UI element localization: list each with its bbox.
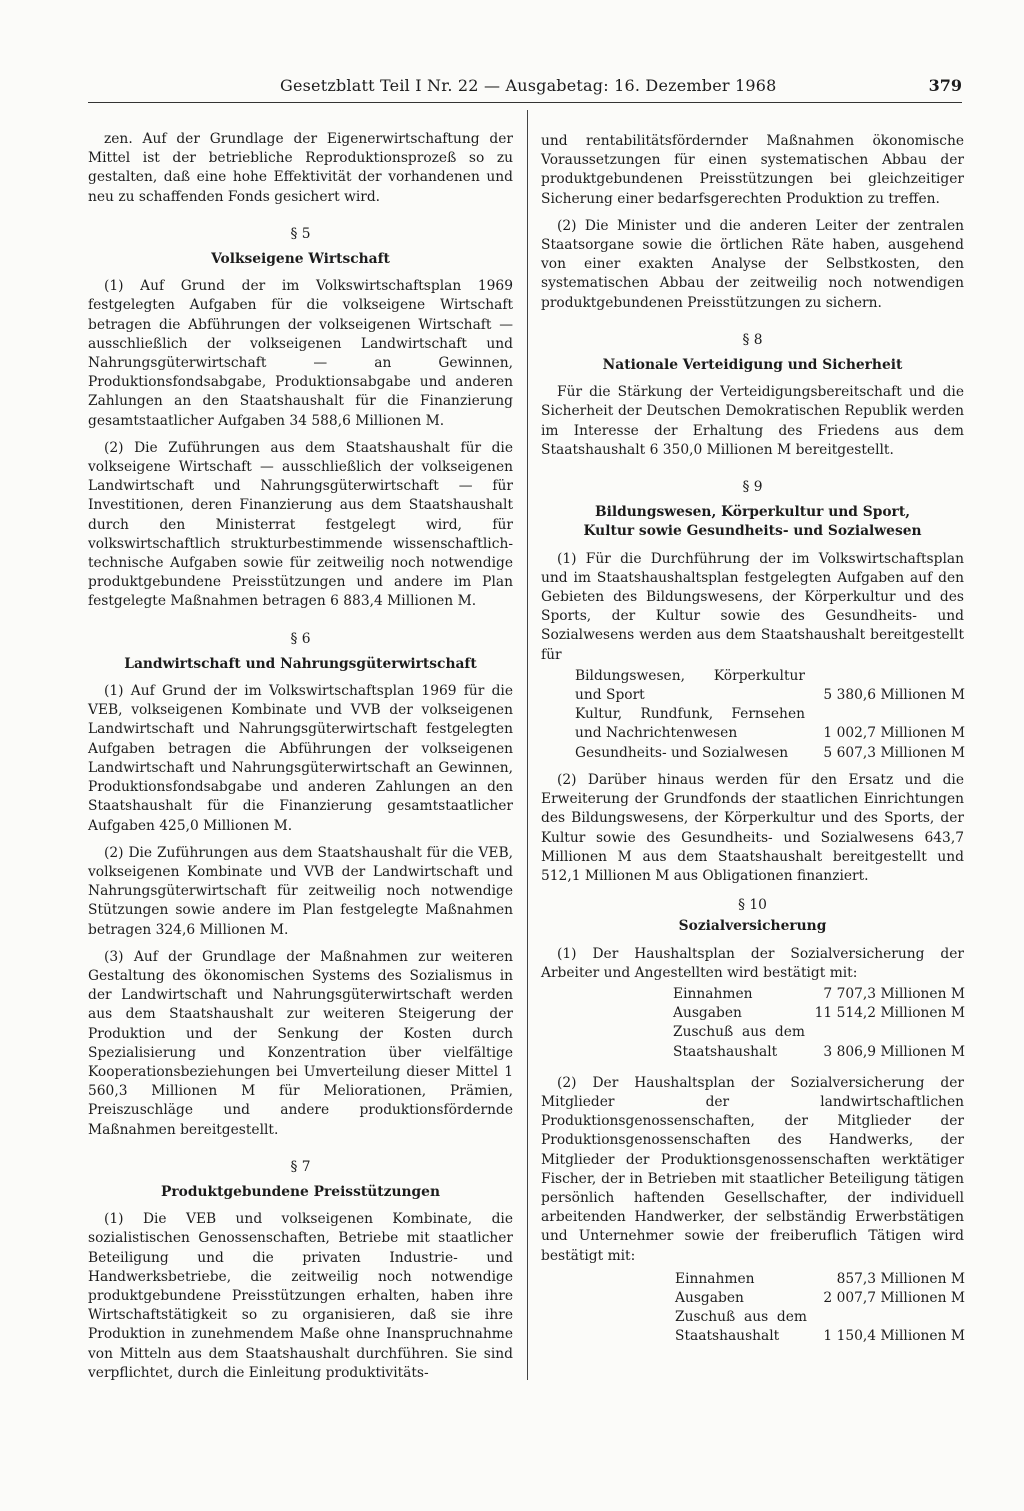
table-row [575,705,965,743]
table-label: Gesundheits- und Sozialwesen [575,744,789,761]
section-6-number: § 6 [290,630,311,647]
section-7-number: § 7 [290,1158,311,1175]
section-9-title-line-1: Bildungswesen, Körperkultur und Sport, [594,504,911,521]
section-7-title: Produktgebundene Preisstützungen [161,1183,440,1200]
intro-paragraph: zen. Auf der Grundlage der Eigenerwirtschaftung der Mittel ist der betriebliche Reproduktionsprozeß so zu gestalten, daß eine hohe Effektivität der vorhandenen und neu zu schaffenden Fonds gesichert wird. [88,131,513,205]
section-6-paragraph-3: (3) Auf der Grundlage der Maßnahmen zur weiteren Gestaltung des ökonomischen Systems des Sozialismus in der Landwirtschaft und Nahrungsgüterwirtschaft werden aus dem Staatshaushalt zur weiteren Steigerung der Produktion und der Senkung der Kosten durch Spezialisierung und Konzentration über vielfältige Kooperationsbeziehungen bei Umverteilung dieser Mittel 1 560,3 Millionen M für Meliorationen, Prämien, Preiszuschläge und andere produktionsfördernde Maßnahmen bereitgestellt. [88,948,513,1138]
section-8-number: § 8 [742,331,763,348]
table-label: Ausgaben [673,1005,742,1022]
table-row [673,1023,965,1061]
table-value: 7 707,3 Millionen M [823,985,965,1002]
section-10-number: § 10 [738,897,767,914]
table-row [575,744,965,763]
section-9-number: § 9 [742,479,763,496]
section-10-title: Sozialversicherung [678,918,827,935]
section-10-paragraph-2: (2) Der Haushaltsplan der Sozialversicherung der Mitglieder der landwirtschaftlichen Produktionsgenossenschaften, der Mitglieder der Produktionsgenossenschaften des Handwerks, der Mitglieder der Produktionsgenossenschaften werktätiger Fischer, der in Betrieben mit staatlicher Beteiligung tätigen persönlich haftenden Gesellschafter, der individuell arbeitenden Handwerker, der selbständig Erwerbstätigen und Unternehmer sowie der freiberuflich Tätigen wird bestätigt mit: [541,1074,964,1264]
table-value: 2 007,7 Millionen M [823,1289,965,1306]
section-10-paragraph-1: (1) Der Haushaltsplan der Sozialversicherung der Arbeiter und Angestellten wird bestätigt mit: [541,945,964,981]
section-6-paragraph-1: (1) Auf Grund der im Volkswirtschaftsplan 1969 für die VEB, volkseigenen Kombinate und VVB der volkseigenen Landwirtschaft und Nahrungsgüterwirtschaft festgelegten Aufgaben betragen die Abführungen der volkseigenen Landwirtschaft und Nahrungsgüterwirtschaft an Gewinnen, Produktionsfondsabgabe und anderen Zahlungen an den Staatshaushalt für die Finanzierung gesamtstaatlicher Aufgaben 425,0 Millionen M. [88,683,513,834]
section-7-continuation: und rentabilitätsfördernder Maßnahmen ökonomische Voraussetzungen für einen systematischen Abbau der produktgebundenen Preisstützungen bei gleichzeitiger Sicherung einer bedarfsgerechten Produktion zu treffen. [541,133,964,207]
page-header [88,72,962,103]
column-divider [527,110,528,1380]
table-value: 3 806,9 Millionen M [823,1043,965,1060]
section-5-number: § 5 [290,225,311,242]
section-9-paragraph-1: (1) Für die Durchführung der im Volkswirtschaftsplan und im Staatshaushaltsplan festgelegten Aufgaben auf den Gebieten des Bildungswesens, der Körperkultur und des Sports, der Kultur sowie des Gesundheits- und Sozialwesens werden aus dem Staatshaushalt bereitgestellt für [541,550,964,663]
table-row [673,1004,965,1023]
section-7-paragraph-1: (1) Die VEB und volkseigenen Kombinate, die sozialistischen Genossenschaften, Betriebe mit staatlicher Beteiligung und die privaten Industrie- und Handwerksbetriebe, die zeitweilig noch notwendige produktgebundene Preisstützungen erhalten, haben ihre Wirtschaftstätigkeit so zu organisieren, daß sie ihre Produktion in zunehmendem Maße ohne Inanspruchnahme von Mitteln aus dem Staatshaushalt durchführen. Sie sind verpflichtet, durch die Einleitung produktivitäts- [88,1211,513,1381]
section-6-paragraph-2: (2) Die Zuführungen aus dem Staatshaushalt für die VEB, volkseigenen Kombinate und VVB der Landwirtschaft und Nahrungsgüterwirtschaft für zeitweilig noch notwendige Stützungen sowie andere im Plan festgelegte Maßnahmen betragen 324,6 Millionen M. [88,844,513,938]
section-9-title-line-2: Kultur sowie Gesundheits- und Sozialwesen [583,523,922,540]
table-label: Bildungswesen, Körperkultur und Sport [575,667,805,704]
section-6-title: Landwirtschaft und Nahrungsgüterwirtschaft [124,655,477,672]
section-7-paragraph-2: (2) Die Minister und die anderen Leiter der zentralen Staatsorgane sowie die örtlichen Räte haben, ausgehend von einer exakten Analyse der Selbstkosten, den systematischen Abbau der zeitweilig noch notwendigen produktgebundenen Preisstützungen zu sichern. [541,217,964,311]
table-label: Zuschuß aus dem Staatshaushalt [675,1309,807,1345]
table-row [675,1270,965,1289]
section-8-paragraph-1: Für die Stärkung der Verteidigungsbereitschaft und die Sicherheit der Deutschen Demokratischen Republik werden im Interesse der Erhaltung des Friedens aus dem Staatshaushalt 6 350,0 Millionen M bereitgestellt. [541,384,964,458]
section-5-paragraph-1: (1) Auf Grund der im Volkswirtschaftsplan 1969 festgelegten Aufgaben für die volkseigene Wirtschaft betragen die Abführungen der volkseigenen Wirtschaft — ausschließlich der volkseigenen Landwirtschaft und Nahrungsgüterwirtschaft — an Gewinnen, Produktionsfondsabgabe, Produktionsabgabe und anderen Zahlungen an den Staatshaushalt für die Finanzierung gesamtstaatlicher Aufgaben 34 588,6 Millionen M. [88,278,513,429]
table-row [675,1308,965,1346]
table-value: 1 002,7 Millionen M [823,725,965,742]
left-column [88,130,513,1391]
table-label: Zuschuß aus dem Staatshaushalt [673,1024,805,1060]
table-label: Einnahmen [675,1270,755,1287]
section-9-allocation-table [575,667,965,763]
table-label: Einnahmen [673,985,753,1002]
table-label: Ausgaben [675,1289,744,1306]
table-value: 1 150,4 Millionen M [823,1328,965,1345]
section-10-table-2 [675,1270,965,1347]
header-title: Gesetzblatt Teil I Nr. 22 — Ausgabetag: 16. Dezember 1968 [280,76,777,95]
section-8-title: Nationale Verteidigung und Sicherheit [602,357,903,374]
table-value: 5 380,6 Millionen M [823,687,965,704]
section-5-title: Volkseigene Wirtschaft [211,251,390,268]
section-5-paragraph-2: (2) Die Zuführungen aus dem Staatshaushalt für die volkseigene Wirtschaft — ausschließlich der volkseigenen Landwirtschaft und Nahrungsgüterwirtschaft — für Investitionen, deren Finanzierung aus dem Staatshaushalt durch den Ministerrat festgelegt wird, für volkswirtschaftlich strukturbestimmende wissenschaftlich-technische Aufgaben sowie für zeitweilig noch notwendige produktgebundene Preisstützungen und andere im Plan festgelegte Maßnahmen betragen 6 883,4 Millionen M. [88,439,513,610]
table-label: Kultur, Rundfunk, Fernsehen und Nachrichtenwesen [575,706,805,742]
table-row [575,667,965,705]
table-row [675,1289,965,1308]
page-number: 379 [928,76,962,95]
table-value: 5 607,3 Millionen M [823,744,965,761]
right-column [541,132,964,1347]
table-row [673,985,965,1004]
section-10-table-1 [673,985,965,1062]
section-9-paragraph-2: (2) Darüber hinaus werden für den Ersatz und die Erweiterung der Grundfonds der staatlichen Einrichtungen des Bildungswesens, der Körperkultur und des Sports, der Kultur sowie des Gesundheits- und Sozialwesens 643,7 Millionen M aus dem Staatshaushalt bereitgestellt und 512,1 Millionen M aus Obligationen finanziert. [541,771,964,884]
table-value: 857,3 Millionen M [836,1270,965,1287]
table-value: 11 514,2 Millionen M [814,1005,965,1022]
